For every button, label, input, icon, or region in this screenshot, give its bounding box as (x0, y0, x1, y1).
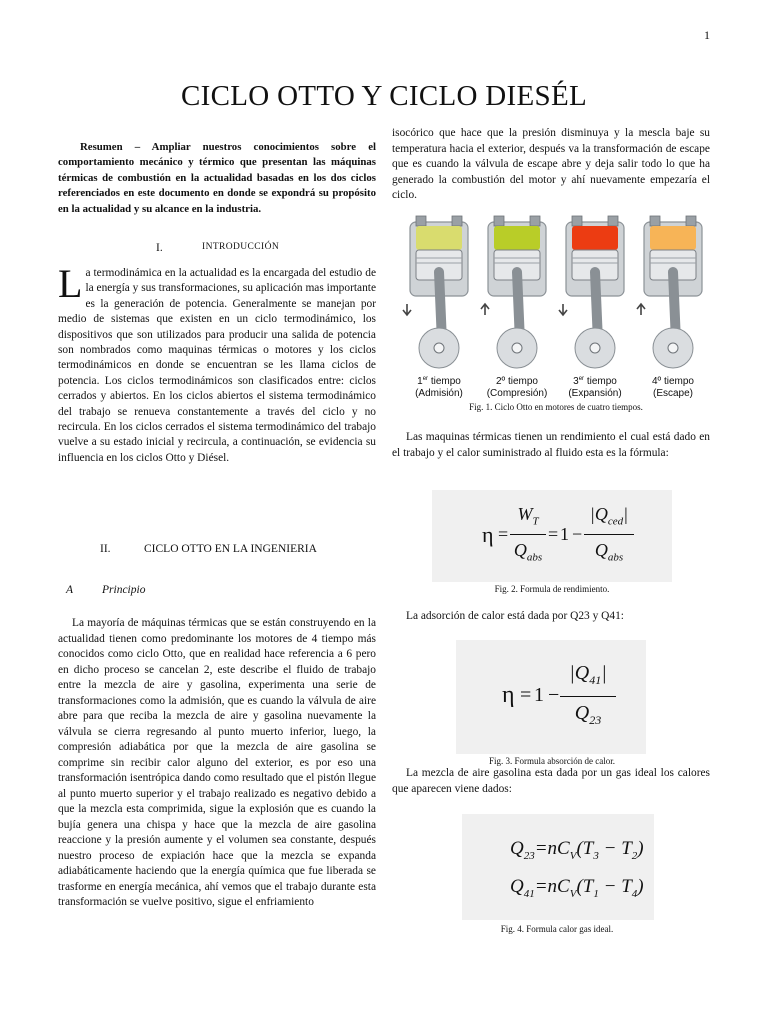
stroke-label: 2º tiempo (495, 376, 539, 387)
formula-rendimiento (432, 490, 672, 582)
minus-sign: − (548, 684, 560, 706)
eta-symbol: η (482, 522, 494, 547)
stroke-label: 1er tiempo (417, 376, 461, 387)
abstract: Resumen – Ampliar nuestros conocimientos sobre el comportamiento mecánico y térmico que presentan las máquinas térmicas de combustión en la actualidad basadas en los dos ciclos referenciados en este documento en donde se expondrá su propósito en la actualidad y su alcance en la industria. (58, 141, 376, 215)
right-paragraph-4: La mezcla de aire gasolina esta dada por un gas ideal los calores que aparecen viene dados: (392, 767, 710, 795)
stroke-sublabel: (Compresión) (486, 388, 548, 399)
stroke-label: 4º tiempo (651, 376, 695, 387)
stroke-sublabel: (Escape) (652, 388, 694, 399)
paper-title: CICLO OTTO Y CICLO DIESÉL (181, 80, 587, 112)
denominator-qabs: $Q_{abs}$ (513, 540, 543, 564)
dropcap: L (58, 261, 83, 306)
combustion-chamber (572, 226, 618, 250)
crank-pin (434, 343, 444, 353)
section-heading-introduccion (156, 242, 336, 258)
figure-3-caption: Fig. 3. Formula absorción de calor. (489, 756, 615, 766)
principio-paragraph: La mayoría de máquinas térmicas que se están construyendo en la actualidad tienen como predominante los motores de 4 tiempo más conocidos como ciclo Otto, que en realidad hace referencia a 6 pero en dicho proceso se cancelan 2, este describe el fluido de trabajo entre la mezcla de aire y gasolina, experimenta una serie de transformaciones como la admisión, que es cuando la válvula de aire abre para que reciba la mezcla de aire y gasolina nuevamente la válvula se cierra regresando al punto muerto inferior, luego, la compresión adiabática por que la mezcla de aire gasolina se comprime sin recibir calor alguno del exterior, es por eso una transformación isentrópica dando como resultado que el pistón llegue al punto muerto superior y el trabajo realizado es negativo debido a que la mezcla esta comprimida, sigue la explosión que es cuando la bujía genera una chispa y hace que la mezcla de aire gasolina reaccione y la presión aumente y el volumen sea constante, después nuestro proceso de expiación hace que la mezcla se expanda adiabáticamente haciendo que la energía química que fue liberada se trasforme en energía mecánica, ahí vemos que el trabajo durante esta transformación se vuelve positivo, sigue el enfriamiento (58, 617, 376, 908)
stroke-sublabel: (Expansión) (568, 388, 622, 399)
denominator-q23: $Q_{23}$ (574, 702, 602, 727)
down-arrow-icon (559, 304, 567, 315)
formula-calor-gas-ideal (462, 814, 654, 920)
exhaust-valve (530, 216, 540, 226)
page-number: 1 (704, 28, 710, 42)
section-title: CICLO OTTO EN LA INGENIERIA (144, 543, 317, 555)
stroke-label: 3er tiempo (573, 376, 617, 387)
subsection-title: Principio (102, 584, 146, 596)
section-heading-ciclo-otto (100, 543, 360, 559)
eta-symbol: η (502, 682, 515, 708)
intake-valve (416, 216, 426, 226)
numerator-qced: $|Q_{ced}|$ (589, 504, 629, 528)
intro-paragraph (58, 261, 376, 466)
combustion-chamber (494, 226, 540, 250)
combustion-chamber (650, 226, 696, 250)
exhaust-valve (686, 216, 696, 226)
section-number: II. (100, 543, 111, 555)
right-paragraph-3: La adsorción de calor está dada por Q23 y Q41: (406, 610, 624, 622)
minus-sign: − (572, 524, 583, 544)
crank-pin (668, 343, 678, 353)
crank-pin (512, 343, 522, 353)
intake-valve (494, 216, 504, 226)
figure-2-caption: Fig. 2. Formula de rendimiento. (494, 584, 610, 594)
up-arrow-icon (481, 304, 489, 315)
figure-4-caption: Fig. 4. Formula calor gas ideal. (500, 924, 614, 934)
one: 1 (534, 684, 544, 706)
numerator-w: $W_T$ (517, 504, 539, 528)
one: 1 (560, 524, 569, 544)
intro-text: a termodinámica en la actualidad es la encargada del estudio de la energía y sus transformaciones, su aplicación mas importante es la generación de potencia. Generalmente se manejan por medio de sistemas que existen en un ciclo termodinámico, los dispositivos que son utilizados para producir una salida de potencia son nombrados como maquinas térmicas o motores y los ciclos termodinámicos en donde se encuentran se les llama ciclos de potencia. Los ciclos termodinámicos son clasificados entre: ciclos cerrados y abiertos. En los ciclos abiertos el sistema termodinámico del trabajo se renueva constantemente a través del ciclo y no recircula. En los ciclos cerrados el sistema termodinámico del trabajo vuelve a su estado inicial y recircula, a continuación, se evidencia su influencia en los ciclos Otto y Diésel. (58, 267, 376, 464)
crank-pin (590, 343, 600, 353)
subsection-heading-principio (66, 584, 226, 600)
stroke-sublabel: (Admisión) (415, 388, 463, 399)
up-arrow-icon (637, 304, 645, 315)
equation-q23: $Q_{23}=nC_V(T_3 - T_2)$ (510, 838, 644, 862)
numerator-q41: $|Q_{41}|$ (569, 662, 607, 687)
down-arrow-icon (403, 304, 411, 315)
exhaust-valve (608, 216, 618, 226)
combustion-chamber (416, 226, 462, 250)
formula-absorcion (456, 640, 646, 754)
equals-sign: = (498, 524, 509, 544)
exhaust-valve (452, 216, 462, 226)
right-paragraph-1: isocórico que hace que la presión disminuya y la mescla baje su temperatura hacia el exterior, después va la transformación de escape que es cuando la válvula de escape abre y deja salir todo lo que ha generado la combustión del motor y ahí nuevamente empezaría el ciclo. (392, 127, 710, 202)
subsection-letter: A (66, 584, 74, 596)
intake-valve (650, 216, 660, 226)
section-title: INTRODUCCIÓN (202, 242, 280, 252)
intake-valve (572, 216, 582, 226)
equals-sign: = (520, 684, 532, 706)
denominator-qabs-2: $Q_{abs}$ (594, 540, 624, 564)
equals-sign-2: = (548, 524, 559, 544)
figure-1-caption: Fig. 1. Ciclo Otto en motores de cuatro tiempos. (469, 402, 643, 412)
otto-engine-illustration (402, 214, 710, 404)
equation-q41: $Q_{41}=nC_V(T_1 - T_4)$ (510, 876, 644, 900)
figure-1-otto-cycle (402, 214, 710, 404)
section-number: I. (156, 242, 163, 254)
right-paragraph-2: Las maquinas térmicas tienen un rendimiento el cual está dado en el trabajo y el calor suministrado al fluido esta es la fórmula: (392, 431, 710, 459)
